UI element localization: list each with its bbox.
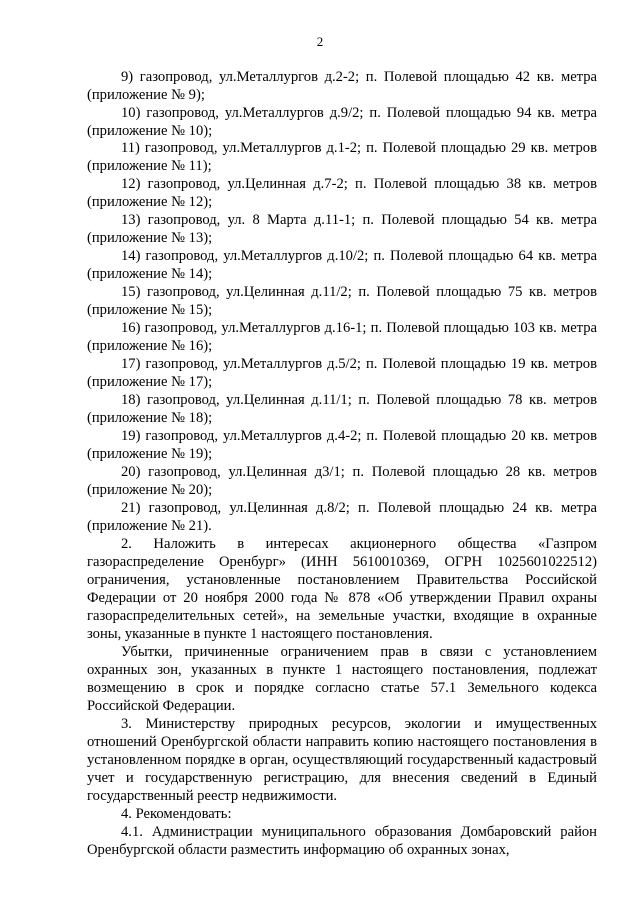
list-item-11: 11) газопровод, ул.Металлургов д.1-2; п. Полевой площадью 29 кв. метров (приложение № 11); bbox=[87, 140, 597, 175]
clause-2: 2. Наложить в интересах акционерного общества «Газпром газораспределение Оренбург» (ИНН 5610010369, ОГРН 1025601022512) ограничения, установленные постановлением Правительства Российской Федерации от 20 ноября 2000 года № 878 «Об утверждении Правил охраны газораспределительных сетей», на земельные участки, входящие в охранные зоны, указанные в пункте 1 настоящего постановления. bbox=[87, 536, 597, 643]
list-item-10: 10) газопровод, ул.Металлургов д.9/2; п. Полевой площадью 94 кв. метра (приложение № 10); bbox=[87, 105, 597, 140]
list-item-19: 19) газопровод, ул.Металлургов д.4-2; п. Полевой площадью 20 кв. метров (приложение № 19); bbox=[87, 428, 597, 463]
clause-4: 4. Рекомендовать: bbox=[121, 806, 232, 822]
list-item-13: 13) газопровод, ул. 8 Марта д.11-1; п. Полевой площадью 54 кв. метра (приложение № 13); bbox=[87, 212, 597, 247]
list-item-20: 20) газопровод, ул.Целинная д3/1; п. Полевой площадью 28 кв. метров (приложение № 20); bbox=[87, 464, 597, 499]
list-item-16: 16) газопровод, ул.Металлургов д.16-1; п. Полевой площадью 103 кв. метра (приложение № 16); bbox=[87, 320, 597, 355]
list-item-15: 15) газопровод, ул.Целинная д.11/2; п. Полевой площадью 75 кв. метров (приложение № 15); bbox=[87, 284, 597, 319]
list-item-17: 17) газопровод, ул.Металлургов д.5/2; п. Полевой площадью 19 кв. метров (приложение № 17); bbox=[87, 356, 597, 391]
clause-3: 3. Министерству природных ресурсов, экологии и имущественных отношений Оренбургской области направить копию настоящего постановления в установленном порядке в орган, осуществляющий государственный кадастровый учет и государственную регистрацию, для внесения сведений в Единый государственный реестр недвижимости. bbox=[87, 716, 597, 805]
clause-4-1: 4.1. Администрации муниципального образования Домбаровский район Оренбургской области разместить информацию об охранных зонах, bbox=[87, 824, 597, 859]
list-item-21: 21) газопровод, ул.Целинная д.8/2; п. Полевой площадью 24 кв. метра (приложение № 21). bbox=[87, 500, 597, 535]
list-item-14: 14) газопровод, ул.Металлургов д.10/2; п. Полевой площадью 64 кв. метра (приложение № 14); bbox=[87, 248, 597, 283]
page-number: 2 bbox=[316, 34, 324, 49]
clause-2-losses: Убытки, причиненные ограничением прав в связи с установлением охранных зон, указанных в пункте 1 настоящего постановления, подлежат возмещению в срок и порядке согласно статье 57.1 Земельного кодекса Российской Федерации. bbox=[87, 644, 597, 715]
list-item-9: 9) газопровод, ул.Металлургов д.2-2; п. Полевой площадью 42 кв. метра (приложение № 9); bbox=[87, 69, 597, 104]
list-item-12: 12) газопровод, ул.Целинная д.7-2; п. Полевой площадью 38 кв. метров (приложение № 12); bbox=[87, 176, 597, 211]
list-item-18: 18) газопровод, ул.Целинная д.11/1; п. Полевой площадью 78 кв. метров (приложение № 18); bbox=[87, 392, 597, 427]
